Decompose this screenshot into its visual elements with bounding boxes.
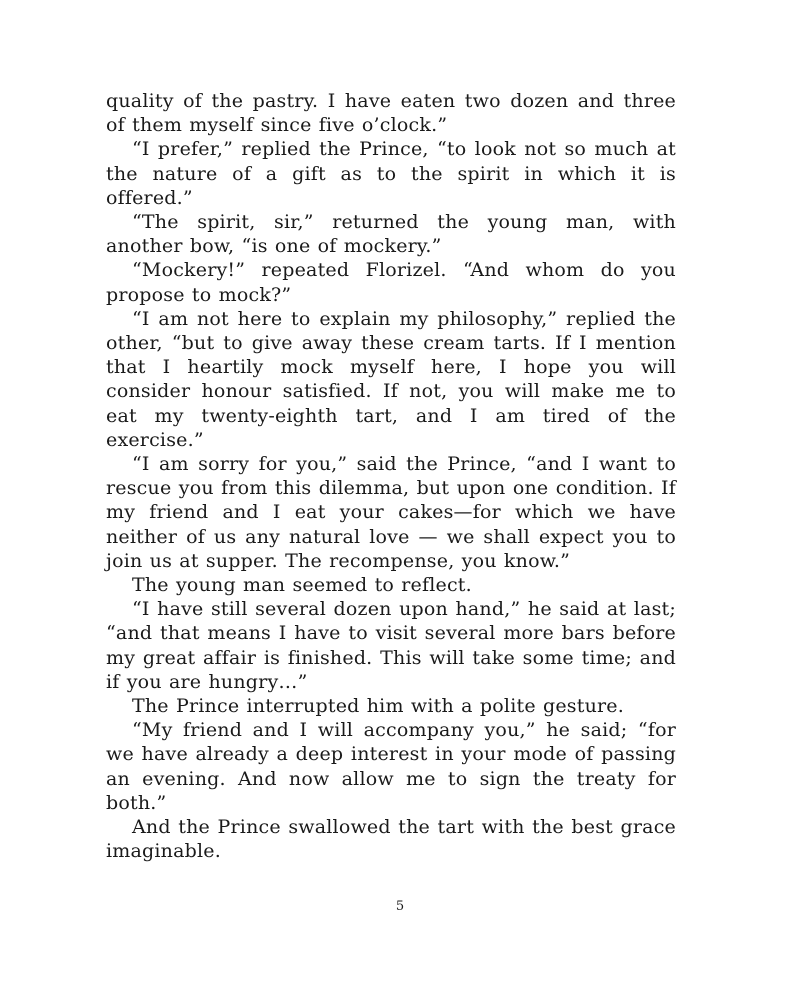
paragraph: The young man seemed to reflect. [132, 574, 472, 597]
paragraph: “I am sorry for you,” said the Prince, “and I want to rescue you from this dilemma, but upon one condition. If my friend and I eat your cakes—for which we have neither of us any natural love — we shall expect you to join us at supper. The recompense, you know.” [106, 453, 676, 572]
paragraph: “I am not here to explain my philosophy,” replied the other, “but to give away these cream tarts. If I mention that I heartily mock myself here, I hope you will consider honour satisfied. If not, you will make me to eat my twenty-eighth tart, and I am tired of the exercise.” [106, 307, 676, 451]
paragraph: “I prefer,” replied the Prince, “to look not so much at the nature of a gift as to the spirit in which it is offered.” [106, 138, 676, 209]
paragraph: And the Prince swallowed the tart with the best grace imaginable. [106, 816, 676, 863]
paragraph: “I have still several dozen upon hand,” he said at last; “and that means I have to visit several more bars before my great affair is finished. This will take some time; and if you are hungry…” [106, 598, 676, 693]
paragraph: “The spirit, sir,” returned the young man, with another bow, “is one of mockery.” [106, 211, 676, 258]
page-body [106, 89, 676, 864]
paragraph: “My friend and I will accompany you,” he said; “for we have already a deep interest in your mode of passing an evening. And now allow me to sign the treaty for both.” [106, 719, 676, 814]
page-number: 5 [395, 899, 405, 914]
paragraph: The Prince interrupted him with a polite gesture. [132, 695, 624, 718]
paragraph: quality of the pastry. I have eaten two dozen and three of them myself since five o’clock.” [106, 90, 676, 137]
paragraph: “Mockery!” repeated Florizel. “And whom do you propose to mock?” [106, 259, 676, 306]
